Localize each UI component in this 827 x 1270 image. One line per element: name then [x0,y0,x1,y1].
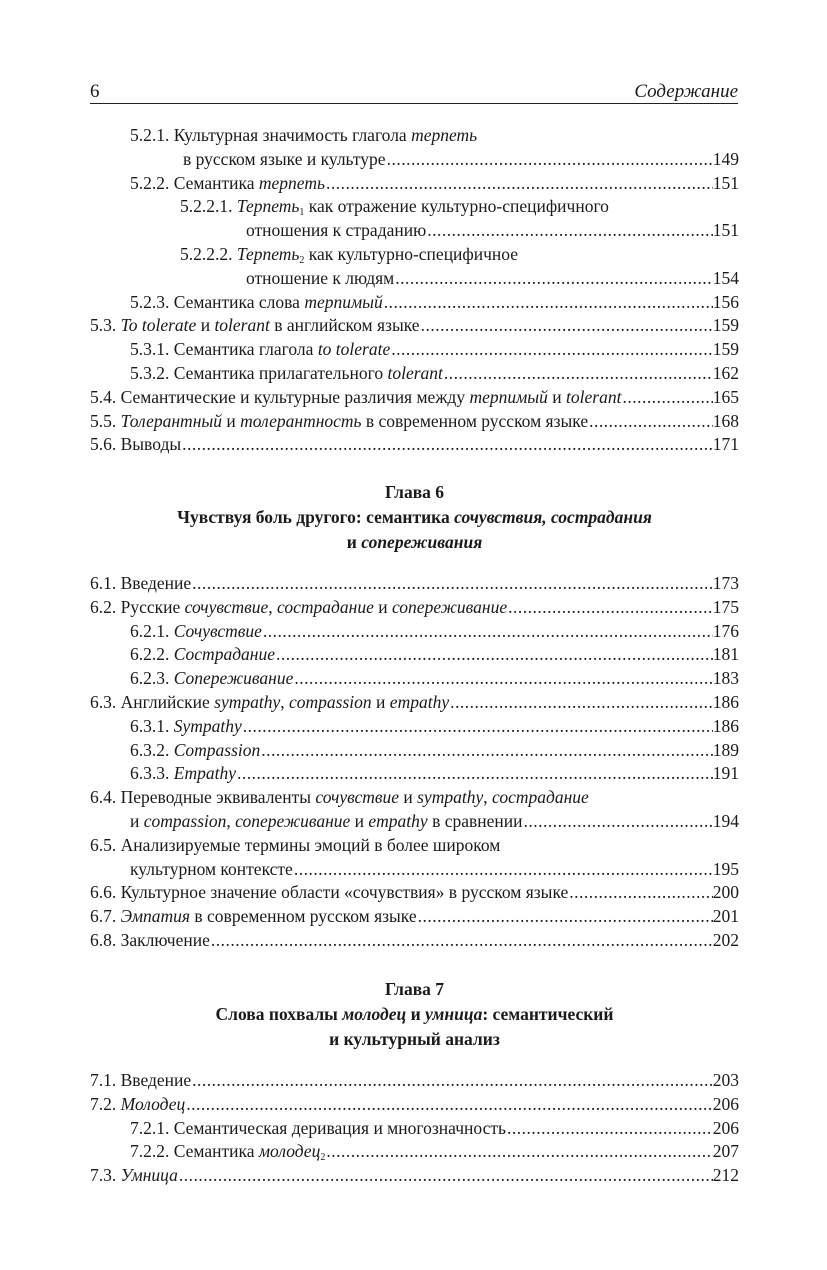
italic-term: сострадание [491,787,589,808]
text-run: в сравнении [427,810,523,831]
text-run: 5.6. Выводы [90,434,182,455]
dot-leader [181,433,713,457]
entry-page-number: 191 [712,763,739,784]
entry-title [90,1069,191,1093]
dot-leader [325,1140,712,1164]
entry-page-number: 203 [712,1070,739,1090]
running-title: Содержание [634,81,738,102]
text-run: в русском языке и культуре [183,148,386,169]
toc-entry[interactable] [90,1093,739,1117]
dot-leader [449,691,713,715]
entry-title [246,219,426,243]
entry-title [130,643,275,667]
toc-entry[interactable] [90,124,739,148]
entry-title [90,1093,185,1117]
text-run: в современном русском языке [361,410,589,431]
entry-title [90,881,568,905]
subscript: 1 [299,207,305,219]
italic-term: to tolerate [317,339,391,360]
italic-term: Compassion [173,739,261,760]
chapter-label: Глава 6 [384,482,445,502]
text-run: 7.3. [90,1165,121,1186]
dot-leader [417,905,713,929]
italic-term: терпеть [411,125,478,145]
text-run: 5.2.3. Семантика слова [130,291,305,312]
italic-term: молодец [342,1004,407,1024]
dot-leader [383,291,713,315]
entry-title [90,572,191,596]
text-run: и [350,810,369,831]
text-run: 6.5. Анализируемые термины эмоций в более широком [90,834,501,855]
entry-page-number: 212 [712,1165,739,1186]
text-run: 5.5. [90,410,121,431]
entry-page-number: 186 [712,691,739,712]
text-run: 6.7. [90,906,121,927]
text-run: 5.3.1. Семантика глагола [130,339,318,360]
entry-title [130,1140,325,1164]
dot-leader [325,172,713,196]
italic-term: tolerant [566,386,622,407]
text-run: , [226,810,236,831]
italic-term: сочувствие [315,787,399,808]
entry-title [246,267,394,291]
dot-leader [386,148,713,172]
entry-page-number: 175 [712,596,739,617]
entry-title [90,1164,178,1188]
italic-term: сопереживания [361,532,483,552]
text-run: 5.3.2. Семантика прилагательного [130,362,388,383]
italic-term: Эмпатия [120,906,191,927]
text-run: и [130,810,144,831]
entry-title [130,667,293,691]
entry-title [130,291,383,315]
text-run: 6.4. Переводные эквиваленты [90,787,316,808]
entry-page-number: 200 [712,882,739,903]
entry-page-number: 171 [712,434,739,455]
dot-leader [275,643,713,667]
toc-entry[interactable] [90,620,739,644]
toc-entry[interactable] [90,291,739,315]
entry-page-number: 186 [712,715,739,736]
toc-entry[interactable] [90,691,739,715]
text-run: 5.3. [90,315,121,336]
text-run: , [483,787,492,808]
italic-term: sympathy [417,787,484,808]
italic-term: empathy [368,810,428,831]
entry-title [90,433,181,457]
entry-page-number: 206 [712,1117,739,1138]
dot-leader [568,881,712,905]
entry-title [130,858,293,882]
text-run: , [280,691,290,712]
entry-title [130,362,443,386]
entry-title [90,929,210,953]
toc-entry[interactable] [90,148,739,172]
toc-entry[interactable] [90,362,739,386]
entry-page-number: 165 [712,386,739,407]
dot-leader [293,667,712,691]
subscript: 2 [320,1152,326,1164]
italic-term: молодец [258,1141,321,1162]
dot-leader [420,314,713,338]
italic-term: терпеть [258,172,325,193]
running-header [90,76,738,104]
italic-term: compassion [289,691,372,712]
dot-leader [507,596,713,620]
dot-leader [210,929,713,953]
italic-term: Толерантный [120,410,222,431]
entry-page-number: 194 [712,810,739,831]
chapter-label: Глава 7 [384,979,445,999]
text-run: и [196,315,215,336]
italic-term: Сочувствие [173,620,262,641]
toc-entry[interactable] [90,219,739,243]
dot-leader [260,739,712,763]
toc-entry[interactable] [90,1164,739,1188]
toc-entry[interactable] [90,667,739,691]
dot-leader [523,810,713,834]
entry-title [130,620,262,644]
text-run: 6.8. Заключение [90,929,210,950]
chapter-title-line [90,530,739,555]
text-run: Чувствуя боль другого: семантика [177,507,455,527]
italic-term: толерантность [240,410,362,431]
italic-term: sympathy [214,691,281,712]
entry-page-number: 149 [712,148,739,169]
dot-leader [506,1117,713,1141]
toc-entry[interactable] [90,1117,739,1141]
entry-page-number: 159 [712,315,739,336]
entry-title [90,314,420,338]
text-run: : семантический [482,1004,614,1024]
toc-entry[interactable] [90,905,739,929]
dot-leader [293,858,713,882]
entry-page-number: 189 [712,739,739,760]
text-run: 5.4. Семантические и культурные различия между [90,386,470,407]
text-run: 5.2.1. Культурная значимость глагола [130,125,412,145]
entry-page-number: 202 [712,929,739,950]
italic-term: Умница [120,1165,178,1186]
text-run: культурном контексте [130,858,293,879]
italic-term: Сопереживание [173,668,294,689]
italic-term: Сострадание [173,644,275,665]
entry-page-number: 173 [712,573,739,593]
text-run: 6.3. Английские [90,691,215,712]
text-run: в современном русском языке [190,906,417,927]
entry-page-number: 168 [712,410,739,431]
entry-page-number: 195 [712,858,739,879]
text-run: в английском языке [269,315,420,336]
text-run: 7.2.2. Семантика [130,1141,259,1162]
text-run: 6.2.1. [130,620,174,641]
toc-section-chapter-7 [90,977,739,1188]
text-run: 6.3.2. [130,739,174,760]
toc-entry[interactable] [90,338,739,362]
dot-leader [588,410,713,434]
entry-page-number: 183 [712,668,739,689]
entry-title [130,810,523,834]
italic-term: Sympathy [173,715,242,736]
entry-page-number: 151 [712,172,739,193]
entry-title [90,691,449,715]
toc-entry[interactable] [90,715,739,739]
toc-entry[interactable] [90,572,739,596]
dot-leader [191,572,713,596]
text-run: и [399,787,418,808]
entry-page-number: 201 [712,906,739,927]
text-run: 7.2. [90,1093,121,1114]
entry-page-number: 162 [712,362,739,383]
entry-title [130,739,260,763]
toc-entry[interactable] [90,596,739,620]
chapter-title-line [90,1002,739,1027]
text-run: 6.3.1. [130,715,174,736]
italic-term: сочувствие [184,596,269,617]
entry-title [130,124,477,148]
toc-entry[interactable] [90,810,739,834]
dot-leader [178,1164,713,1188]
text-run: и [373,596,392,617]
text-run: 7.1. Введение [90,1070,192,1090]
toc-entry[interactable] [90,267,739,291]
italic-term: сострадание [277,596,374,617]
text-run: 6.6. Культурное значение области «сочувствия» в русском языке [90,882,569,903]
text-run: 5.2.2. Семантика [130,172,259,193]
entry-title [90,410,588,434]
chapter-heading [90,977,739,1052]
italic-term: сопереживание [391,596,508,617]
entry-page-number: 206 [712,1093,739,1114]
entry-title [90,386,621,410]
toc-entry[interactable] [90,881,739,905]
entry-page-number: 207 [712,1141,739,1162]
text-run: как культурно-специфичное [304,243,519,264]
entry-title [130,172,325,196]
text-run: 5.2.2.2. [180,243,237,264]
toc-entry[interactable] [90,1140,739,1164]
dot-leader [262,620,713,644]
text-run: и [221,410,241,431]
toc-entry[interactable] [90,172,739,196]
text-run: отношения к страданию [246,220,427,241]
dot-leader [443,362,713,386]
toc-entry[interactable] [90,386,739,410]
toc-entry[interactable] [90,739,739,763]
text-run: и [547,386,567,407]
toc-section-chapter-6 [90,480,739,953]
entry-page-number: 154 [712,267,739,288]
dot-leader [242,715,713,739]
entry-page-number: 176 [712,620,739,641]
text-run: отношение к людям [246,267,395,288]
italic-term: To tolerate [120,315,197,336]
entry-page-number: 159 [712,339,739,360]
toc-entry[interactable] [90,243,739,267]
subscript: 2 [299,254,305,266]
italic-term: Молодец [120,1093,186,1114]
entry-title [130,1117,506,1141]
toc-entry[interactable] [90,786,739,810]
text-run: 6.2.2. [130,644,174,665]
text-run: и [371,691,390,712]
text-run: 6.1. Введение [90,573,192,593]
entry-title [90,786,589,810]
dot-leader [236,762,713,786]
dot-leader [394,267,713,291]
toc-entry[interactable] [90,643,739,667]
dot-leader [621,386,712,410]
chapter-title-line [90,505,739,530]
italic-term: compassion [143,810,227,831]
text-run: 6.3.3. [130,763,174,784]
italic-term: сопереживание [235,810,351,831]
italic-term: сочувствия, сострадания [454,507,652,527]
text-run: , [268,596,278,617]
dot-leader [390,338,713,362]
entry-title [130,715,242,739]
toc-entry[interactable] [90,314,739,338]
dot-leader [426,219,713,243]
chapter-title-line [90,1027,739,1052]
entry-title [130,762,236,786]
dot-leader [185,1093,713,1117]
italic-term: empathy [389,691,450,712]
text-run: как отражение культурно-специфичного [304,196,609,217]
italic-term: Empathy [173,763,236,784]
toc-entry[interactable] [90,410,739,434]
italic-term: умница [425,1004,483,1024]
text-run: и культурный анализ [329,1029,500,1049]
italic-term: Терпеть [236,243,300,264]
italic-term: терпимый [469,386,548,407]
text-run: Слова похвалы [215,1004,343,1024]
italic-term: терпимый [304,291,383,312]
toc-section-chapter-5 [90,124,739,457]
entry-title [90,834,500,858]
entry-title [183,148,386,172]
text-run: и [346,532,362,552]
text-run: 5.2.2.1. [180,196,237,217]
entry-title [180,195,609,219]
page-number: 6 [90,81,100,102]
toc-entry[interactable] [90,858,739,882]
toc-entry[interactable] [90,834,739,858]
entry-title [90,905,417,929]
toc-entry[interactable] [90,195,739,219]
toc-entry[interactable] [90,1069,739,1093]
text-run: и [406,1004,426,1024]
entry-title [130,338,390,362]
entry-title [180,243,518,267]
dot-leader [191,1069,713,1093]
text-run: 7.2.1. Семантическая деривация и многозначность [130,1117,506,1138]
entry-page-number: 181 [712,644,739,665]
toc-entry[interactable] [90,762,739,786]
chapter-heading [90,480,739,555]
entry-page-number: 151 [712,220,739,241]
text-run: 6.2.3. [130,668,174,689]
toc-entry[interactable] [90,433,739,457]
entry-title [90,596,507,620]
italic-term: tolerant [387,362,443,383]
text-run: 6.2. Русские [90,596,185,617]
toc-entry[interactable] [90,929,739,953]
italic-term: tolerant [214,315,270,336]
italic-term: Терпеть [236,196,300,217]
entry-page-number: 156 [712,291,739,312]
